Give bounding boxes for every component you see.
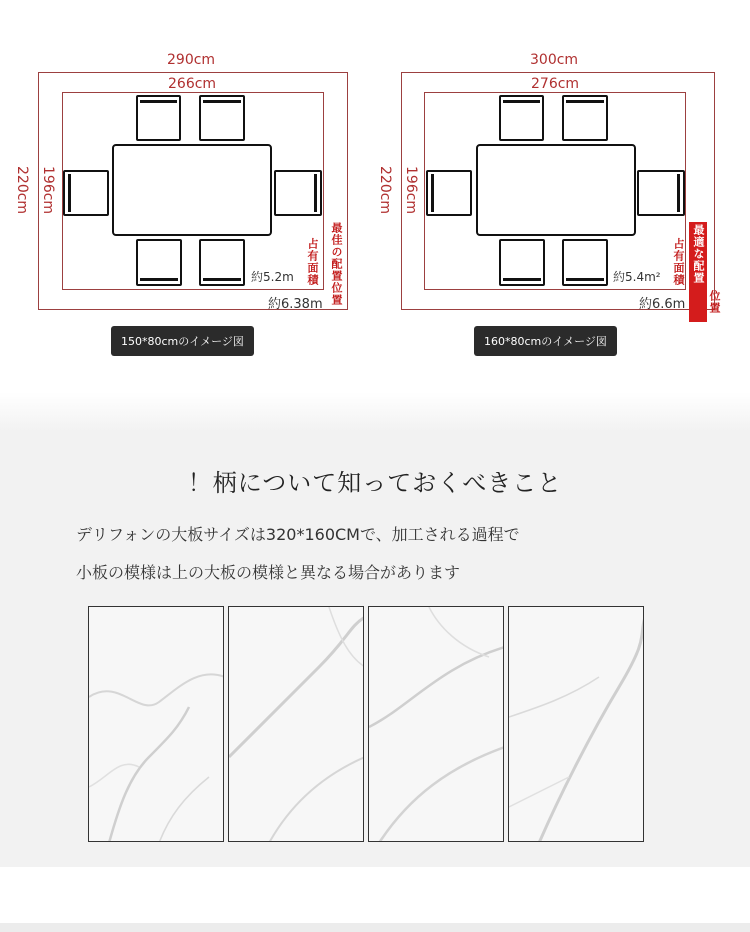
marble-panel-1 xyxy=(88,606,224,842)
area-small-value: 約5.2m xyxy=(251,270,294,284)
dining-layout-diagram-150 xyxy=(0,0,375,380)
best-position-tail: 位置 xyxy=(708,290,721,314)
bottom-divider xyxy=(0,923,750,932)
marble-panel-3 xyxy=(368,606,504,842)
pattern-description-line-2: 小板の模様は上の大板の模様と異なる場合があります xyxy=(76,563,461,582)
inner-height-label: 196cm xyxy=(403,166,419,215)
occupied-area-label: 占有面積 xyxy=(306,238,319,286)
caption-pill: 160*80cmのイメージ図 xyxy=(474,326,617,356)
marble-panel-4 xyxy=(508,606,644,842)
chair-bottom-right xyxy=(562,239,608,286)
chair-top-right xyxy=(199,95,245,141)
chair-side-left xyxy=(63,170,109,216)
dining-table xyxy=(476,144,636,236)
inner-width-label: 276cm xyxy=(531,76,580,92)
dining-table xyxy=(112,144,272,236)
chair-top-right xyxy=(562,95,608,141)
area-large-value: 約6.38m xyxy=(268,297,323,312)
chair-side-right xyxy=(637,170,685,216)
area-small-value: 約5.4m² xyxy=(613,270,661,284)
chair-top-left xyxy=(136,95,181,141)
outer-height-label: 220cm xyxy=(14,166,30,215)
section-divider-gradient xyxy=(0,392,750,432)
chair-bottom-left xyxy=(499,239,545,286)
caption-pill: 150*80cmのイメージ図 xyxy=(111,326,254,356)
best-position-highlight: 最適な配置 xyxy=(689,222,707,322)
inner-height-label: 196cm xyxy=(40,166,56,215)
outer-height-label: 220cm xyxy=(377,166,393,215)
pattern-heading: ！柄について知っておくべきこと xyxy=(187,469,563,497)
area-large-value: 約6.6m xyxy=(639,297,686,312)
inner-width-label: 266cm xyxy=(168,76,217,92)
chair-top-left xyxy=(499,95,544,141)
chair-side-right xyxy=(274,170,322,216)
best-position-label: 最佳の配置位置 xyxy=(330,222,343,306)
chair-side-left xyxy=(426,170,472,216)
chair-bottom-right xyxy=(199,239,245,286)
outer-width-label: 300cm xyxy=(530,52,579,68)
chair-bottom-left xyxy=(136,239,182,286)
outer-width-label: 290cm xyxy=(167,52,216,68)
marble-panel-2 xyxy=(228,606,364,842)
occupied-area-label: 占有面積 xyxy=(672,238,685,286)
dining-layout-diagram-160 xyxy=(370,0,745,380)
pattern-description-line-1: デリフォンの大板サイズは320*160CMで、加工される過程で xyxy=(76,525,520,544)
